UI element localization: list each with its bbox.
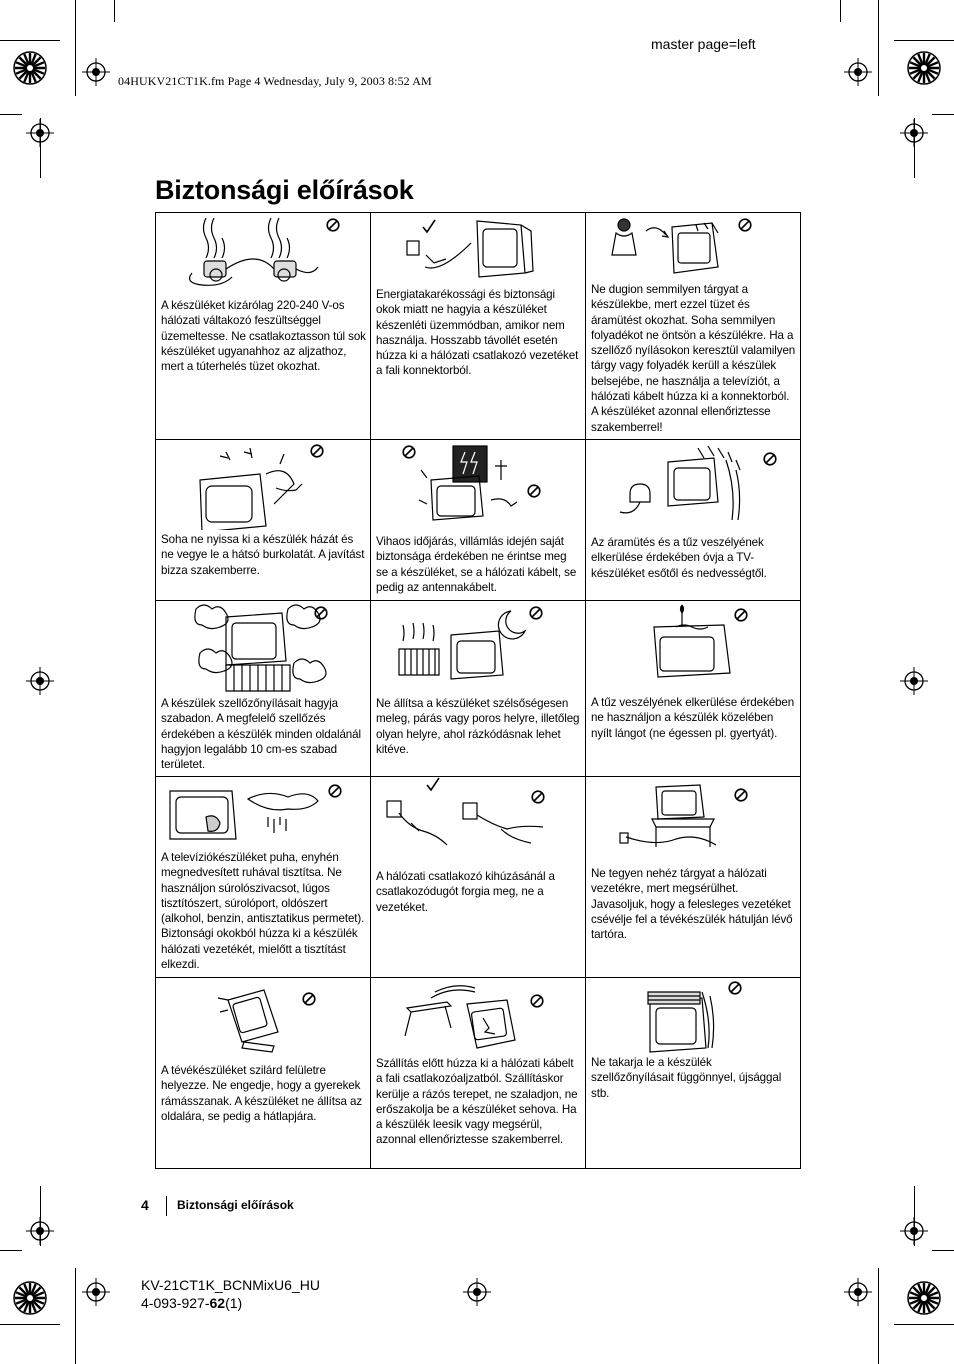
safety-cell <box>371 777 586 978</box>
safety-cell <box>156 213 371 440</box>
prohibited-icon <box>734 608 748 622</box>
cell-text: Ne dugion semmilyen tárgyat a készülekbe, mert ezzel tüzet és áramütést okozhat. Soha semmilyen folyadékot ne öntsön a készülékre. Ha a szellőző nyílásokon keresztül valamilyen tárgy vagy folyadék kerüll a készülek belsejébe, ne használja a televíziót, a hálózati kábelt húzza ki a konnektorból. A készüléket azonnal ellenőriztesse szakemberrel! <box>591 283 796 434</box>
safety-cell <box>371 601 586 777</box>
prohibited-icon <box>527 484 541 498</box>
safety-cell <box>586 978 801 1169</box>
ventilation-illustration <box>156 601 371 696</box>
prohibited-icon <box>531 790 545 804</box>
prohibited-icon <box>530 994 544 1008</box>
prohibited-icon <box>738 218 752 232</box>
falling-tv-illustration <box>371 978 586 1058</box>
open-case-illustration <box>156 440 371 530</box>
stable-surface-illustration <box>156 978 371 1058</box>
part-number-prefix: 4-093-927- <box>141 1295 210 1311</box>
model-code: KV-21CT1K_BCNMixU6_HU <box>141 1277 320 1293</box>
cell-text: Ne tegyen nehéz tárgyat a hálózati vezetékre, mert megsérülhet. Javasoljuk, hogy a felesleges vezetéket csévélje fel a tévékészülék hátulján lévő tartóra. <box>591 867 793 942</box>
footer-section-title: Biztonsági előírások <box>177 1198 294 1212</box>
safety-cell <box>586 213 801 440</box>
safety-cell <box>586 777 801 978</box>
page-title: Biztonsági előírások <box>155 175 414 205</box>
cell-text: A készüléket kizárólag 220-240 V-os hálózati váltakozó feszültséggel üzemeltesse. Ne csatlakoztasson túl sok készüléket ugyanahhoz az aljzathoz, mert a túterhelés tüzet okozhat. <box>161 299 366 374</box>
master-page-label: master page=left <box>651 36 756 52</box>
cell-text: Soha ne nyissa ki a készülék házát és ne vegye le a hátsó burkolatát. A javítást bizza szakemberre. <box>161 533 365 577</box>
prohibited-icon <box>529 606 543 620</box>
safety-cell <box>371 440 586 601</box>
candle-flame-illustration <box>586 601 801 681</box>
heat-humidity-illustration <box>371 601 586 691</box>
cell-text: Ne állítsa a készüléket szélsőségesen meleg, párás vagy poros helyre, illetőleg olyan helyre, ahol rázkódásnak lehet kitéve. <box>376 697 580 756</box>
safety-cell <box>371 978 586 1169</box>
file-info: 04HUKV21CT1K.fm Page 4 Wednesday, July 9, 2003 8:52 AM <box>118 74 432 88</box>
cell-text: A tűz veszélyének elkerülése érdekében ne használjon a készülék közelében nyílt lángot (ne égessen pl. gyertyát). <box>591 696 795 740</box>
cell-text: Az áramütés és a tűz veszélyének elkerülése érdekében óvja a TV-készüléket esőtől és nedvességtől. <box>591 536 767 580</box>
prohibited-icon <box>728 981 742 995</box>
part-number-suffix: (1) <box>225 1295 243 1311</box>
safety-cell <box>371 213 586 440</box>
covered-vents-illustration <box>586 978 801 1053</box>
plug-removal-illustration <box>371 777 586 857</box>
safety-cell <box>156 601 371 777</box>
footer-divider <box>166 1196 167 1216</box>
cell-text: Szállítás előtt húzza ki a hálózati kábelt a fali csatlakozóaljzatból. Szállításkor kerülje a rázós terepet, ne szaladjon, ne erőszakolja be a készüléket sehova. Ha a készülék leesik vagy megsérül, azonnal ellenőriztesse szakemberrel. <box>376 1057 578 1147</box>
prohibited-icon <box>310 444 324 458</box>
cell-text: A készülek szellőzőnyílásait hagyja szabadon. A megfelelő szellőzés érdekében a készülék minden oldalánál hagyjon legalább 10 cm-es szabad területet. <box>161 697 361 772</box>
safety-cell <box>586 440 801 601</box>
safety-cell <box>586 601 801 777</box>
safety-grid <box>155 212 801 1169</box>
prohibited-icon <box>734 788 748 802</box>
cell-text: A televíziókészüléket puha, enyhén megnedvesített ruhával tisztítsa. Ne használjon súrolószivacsot, lúgos tisztítószert, súrolóport, oldószert (alkohol, benzin, antisztatikus permetet). Biztonsági okokból húzza ki a készülék hálózati vezetékét, mielőtt a tisztítást elkezdi. <box>161 851 365 972</box>
prohibited-icon <box>302 992 316 1006</box>
safety-cell <box>156 440 371 601</box>
prohibited-icon <box>314 606 328 620</box>
tv-unplug-illustration <box>371 213 586 288</box>
cell-text: Ne takarja le a készülék szellőzőnyílásait függönnyel, újsággal stb. <box>591 1056 782 1100</box>
prohibited-icon <box>763 452 777 466</box>
liquid-object-illustration <box>586 213 801 283</box>
page-number: 4 <box>141 1197 149 1213</box>
cable-weight-illustration <box>586 777 801 857</box>
cell-text: A hálózati csatlakozó kihúzásánál a csatlakozódugót forgia meg, ne a vezetéket. <box>376 870 555 914</box>
part-number <box>141 1294 242 1312</box>
safety-cell <box>156 777 371 978</box>
prohibited-icon <box>402 445 416 459</box>
cell-text: Vihaos időjárás, villámlás idején saját biztonsága érdekében ne érintse meg se a készüléket, se a hálózati kábelt, se pedig az antennakábelt. <box>376 535 577 594</box>
prohibited-icon <box>328 784 342 798</box>
part-number-bold: 62 <box>209 1295 226 1311</box>
cell-text: A tévékészüléket szilárd felületre helyezze. Ne engedje, hogy a gyerekek rámásszanak. A készüléket ne állítsa az oldalára, se pedig a hátlapjára. <box>161 1064 363 1123</box>
prohibited-icon <box>326 218 340 232</box>
safety-cell <box>156 978 371 1169</box>
cell-text: Energiatakarékossági és biztonsági okok miatt ne hagyia a készüléket készenléti üzemmódban, amikor nem használja. Hosszabb távollét esetén húzza ki a hálózati csatlakozó vezetéket a fali konnektorból. <box>376 288 579 378</box>
